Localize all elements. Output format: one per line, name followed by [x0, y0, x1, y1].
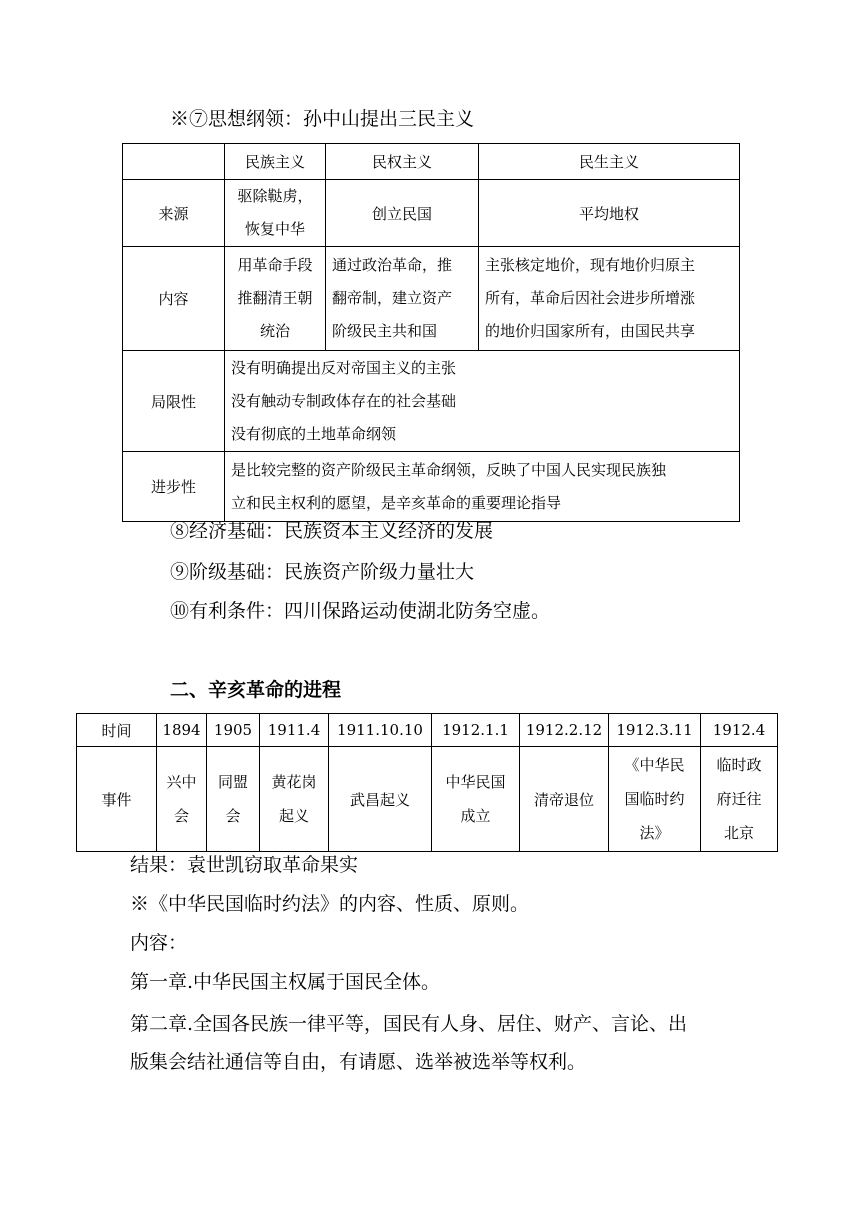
event-huanghuagang: 黄花岗 起义: [260, 747, 329, 852]
progress-text: 是比较完整的资产阶级民主革命纲领，反映了中国人民实现民族独 立和民主权利的愿望，是辛亥革命的重要理论指导: [225, 452, 740, 522]
time-label: 时间: [77, 714, 157, 747]
paragraph-result: 结果：袁世凯窃取革命果实: [130, 854, 359, 876]
row-label-content: 内容: [123, 247, 225, 351]
heading-ideology: ※⑦思想纲领：孙中山提出三民主义: [170, 108, 475, 130]
paragraph-chapter-two-line2: 版集会结社通信等自由，有请愿、选举被选举等权利。: [130, 1051, 587, 1073]
event-xingzhonghui: 兴中 会: [157, 747, 207, 852]
time-1905: 1905: [207, 714, 260, 747]
point-favorable-condition: ⑩有利条件：四川保路运动使湖北防务空虚。: [170, 600, 551, 622]
limitation-text: 没有明确提出反对帝国主义的主张 没有触动专制政体存在的社会基础 没有彻底的土地革命纲领: [225, 351, 740, 452]
row-label-progress: 进步性: [123, 452, 225, 522]
time-1912-4: 1912.4: [701, 714, 778, 747]
header-democracy: 民权主义: [326, 144, 479, 180]
time-1912-2-12: 1912.2.12: [520, 714, 609, 747]
event-wuchang: 武昌起义: [329, 747, 432, 852]
paragraph-content-label: 内容：: [130, 932, 188, 954]
content-nationalism: 用革命手段 推翻清王朝 统治: [225, 247, 326, 351]
section-title: 二、辛亥革命的进程: [170, 679, 342, 701]
event-gov-moved: 临时政 府迁往 北京: [701, 747, 778, 852]
source-livelihood: 平均地权: [479, 180, 740, 247]
ideology-table: [122, 143, 740, 522]
content-livelihood: 主张核定地价，现有地价归原主 所有，革命后因社会进步所增涨 的地价归国家所有，由国民共享: [479, 247, 740, 351]
source-nationalism: 驱除鞑虏， 恢复中华: [225, 180, 326, 247]
header-empty: [123, 144, 225, 180]
row-label-limitation: 局限性: [123, 351, 225, 452]
event-label: 事件: [77, 747, 157, 852]
row-label-source: 来源: [123, 180, 225, 247]
point-class-basis: ⑨阶级基础：民族资产阶级力量壮大: [170, 561, 475, 583]
timeline-table: [76, 713, 778, 852]
header-nationalism: 民族主义: [225, 144, 326, 180]
event-abdication: 清帝退位: [520, 747, 609, 852]
event-tongmenghui: 同盟 会: [207, 747, 260, 852]
time-1911-10-10: 1911.10.10: [329, 714, 432, 747]
source-democracy: 创立民国: [326, 180, 479, 247]
time-1912-1-1: 1912.1.1: [432, 714, 520, 747]
time-1911-4: 1911.4: [260, 714, 329, 747]
time-1894: 1894: [157, 714, 207, 747]
header-livelihood: 民生主义: [479, 144, 740, 180]
time-1912-3-11: 1912.3.11: [609, 714, 701, 747]
content-democracy: 通过政治革命，推 翻帝制，建立资产 阶级民主共和国: [326, 247, 479, 351]
paragraph-chapter-one: 第一章.中华民国主权属于国民全体。: [130, 971, 441, 993]
event-roc-founded: 中华民国 成立: [432, 747, 520, 852]
event-provisional-constitution: 《中华民 国临时约 法》: [609, 747, 701, 852]
paragraph-chapter-two-line1: 第二章.全国各民族一律平等，国民有人身、居住、财产、言论、出: [130, 1013, 688, 1035]
point-economic-basis: ⑧经济基础：民族资本主义经济的发展: [170, 520, 494, 542]
paragraph-constitution-heading: ※《中华民国临时约法》的内容、性质、原则。: [130, 893, 530, 915]
